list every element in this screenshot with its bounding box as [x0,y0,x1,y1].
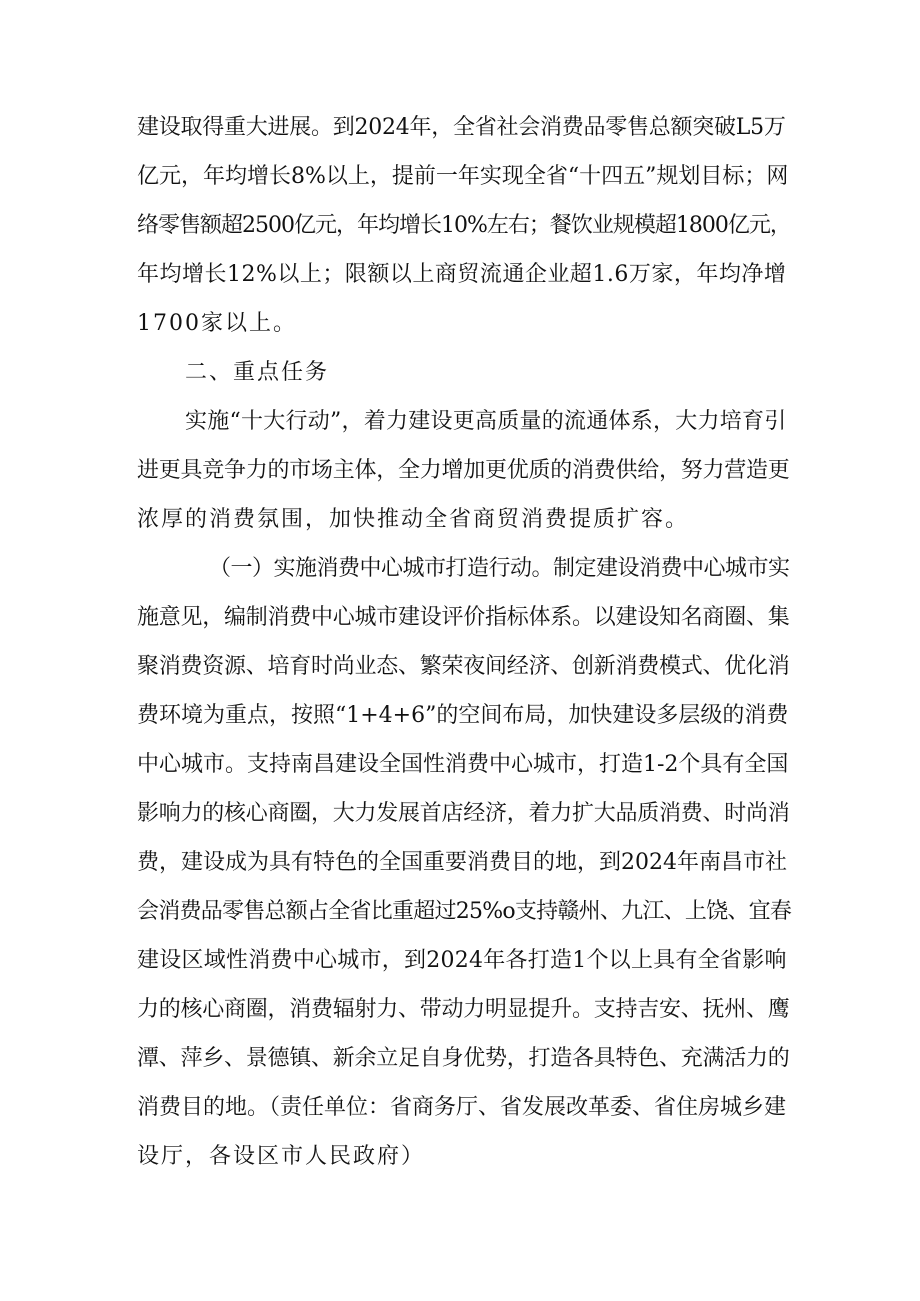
paragraph-line: 会消费品零售总额占全省比重超过25%o支持赣州、九江、上饶、宜春 [137,899,792,924]
paragraph-line: 施意见，编制消费中心城市建设评价指标体系。以建设知名商圈、集 [137,605,790,630]
paragraph-line: 进更具竞争力的市场主体，全力增加更优质的消费供给，努力营造更 [137,458,790,483]
paragraph-line: 消费目的地。（责任单位：省商务厅、省发展改革委、省住房城乡建 [137,1095,787,1120]
paragraph-line: （一）实施消费中心城市打造行动。制定建设消费中心城市实 [209,556,790,581]
paragraph-line: 络零售额超2500亿元，年均增长10%左右；餐饮业规模超1800亿元， [137,213,791,238]
paragraph-line: 建设区域性消费中心城市，到2024年各打造1个以上具有全省影响 [137,948,787,973]
paragraph-line: 浓厚的消费氛围，加快推动全省商贸消费提质扩容。 [137,507,690,532]
paragraph-line: 中心城市。支持南昌建设全国性消费中心城市，打造1-2个具有全国 [137,752,789,777]
paragraph-line: 实施“十大行动”，着力建设更高质量的流通体系，大力培育引 [185,409,787,434]
paragraph-line: 亿元，年均增长8%以上，提前一年实现全省“十四五”规划目标；网 [137,164,789,189]
paragraph-line: 建设取得重大进展。到2024年，全省社会消费品零售总额突破L5万 [137,115,786,140]
paragraph-line: 设厅，各设区市人民政府） [137,1144,426,1169]
paragraph-line: 力的核心商圈，消费辐射力、带动力明显提升。支持吉安、抚州、鹰 [137,997,790,1022]
paragraph-line: 费环境为重点，按照“1+4+6”的空间布局，加快建设多层级的消费 [137,703,789,728]
paragraph-line: 影响力的核心商圈，大力发展首店经济，着力扩大品质消费、时尚消 [137,801,790,826]
paragraph-line: 潭、萍乡、景德镇、新余立足自身优势，打造各具特色、充满活力的 [137,1046,790,1071]
paragraph-line: 年均增长12%以上；限额以上商贸流通企业超1.6万家，年均净增 [137,262,787,287]
section-heading: 二、重点任务 [185,360,330,385]
paragraph-line: 费，建设成为具有特色的全国重要消费目的地，到2024年南昌市社 [137,850,787,875]
paragraph-line: 聚消费资源、培育时尚业态、繁荣夜间经济、创新消费模式、优化消 [137,654,790,679]
paragraph-line: 1700家以上。 [137,311,297,336]
